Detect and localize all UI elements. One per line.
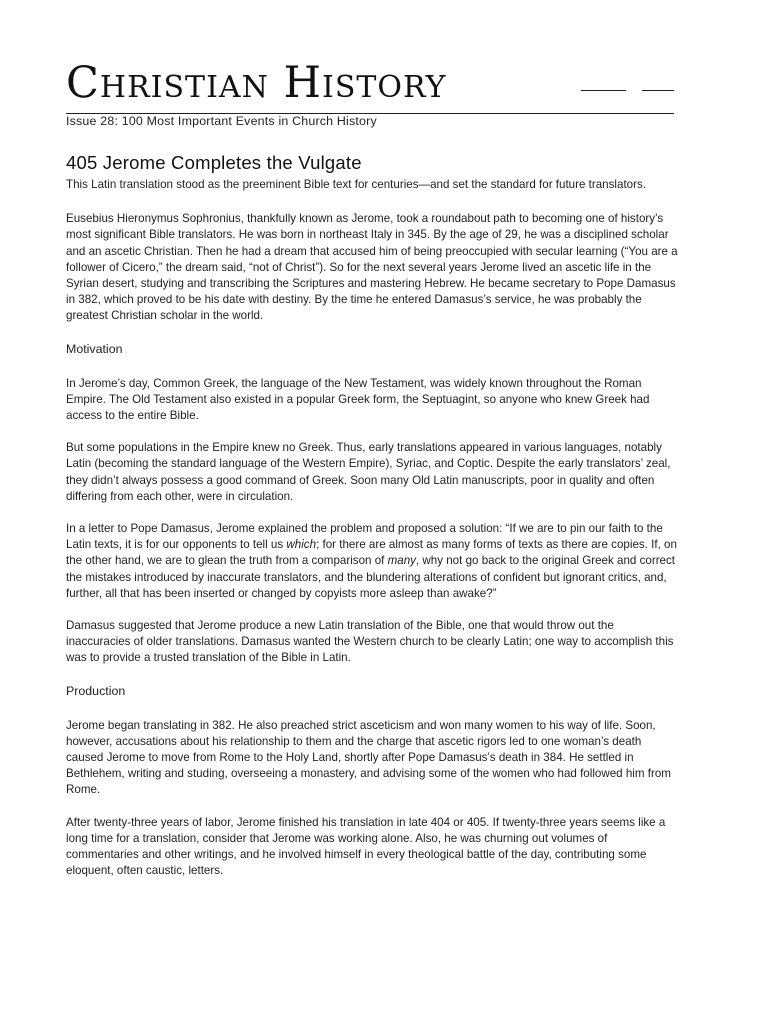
masthead-rule-short-left xyxy=(581,90,626,91)
motivation-paragraph-1: In Jerome’s day, Common Greek, the language of the New Testament, was widely known throughout the Roman Empire. The Old Testament also existed in a popular Greek form, the Septuagint, so anyone who knew Greek had access to the entire Bible. xyxy=(66,376,650,423)
quote-emphasis-many: many xyxy=(387,554,416,568)
masthead-rule-short-right xyxy=(642,90,674,91)
article-dek: This Latin translation stood as the preeminent Bible text for centuries—and set the standard for future translators. xyxy=(66,178,646,191)
article-intro-paragraph: Eusebius Hieronymus Sophronius, thankfully known as Jerome, took a roundabout path to becoming one of history’s most significant Bible translators. He was born in northeast Italy in 345. By the age of 29, he was a disciplined scholar and an ascetic Christian. Then he had a dream that accused him of being preoccupied with secular learning (“You are a follower of Cicero,” the dream said, “not of Christ”). So for the next several years Jerome lived an ascetic life in the Syrian desert, studying and transcribing the Scriptures and mastering Hebrew. He became secretary to Pope Damasus in 382, which proved to be his date with destiny. By the time he entered Damasus’s service, he was probably the greatest Christian scholar in the world. xyxy=(66,212,678,323)
article-title: 405 Jerome Completes the Vulgate xyxy=(66,152,362,173)
section-heading-motivation: Motivation xyxy=(66,341,123,356)
section-heading-production: Production xyxy=(66,683,126,698)
motivation-paragraph-2: But some populations in the Empire knew no Greek. Thus, early translations appeared in various languages, notably Latin (becoming the standard language of the Western Empire), Syriac, and Coptic. Despite the early translators’ zeal, they didn’t always possess a good command of Greek. Soon many Old Latin manuscripts, poor in quality and often differing from each other, were in circulation. xyxy=(66,441,671,503)
production-paragraph-1: Jerome began translating in 382. He also preached strict asceticism and won many women to his way of life. Soon, however, accusations about his relationship to them and the charge that ascetic rigors led to one woman’s death caused Jerome to move from Rome to the Holy Land, shortly after Pope Damasus’s death in 384. He settled in Bethlehem, writing and studing, overseeing a monastery, and advising some of the women who had followed him from Rome. xyxy=(66,718,671,797)
christian-history-logo: Christian History xyxy=(66,58,447,108)
quote-text-part-2: ; for there are almost as many forms of texts as there are copies. If, on the other hand, we are to glean the truth from a comparison of xyxy=(66,538,677,568)
masthead xyxy=(66,58,674,116)
issue-line: Issue 28: 100 Most Important Events in Church History xyxy=(66,114,377,128)
quote-emphasis-which: which xyxy=(286,538,317,552)
article xyxy=(66,152,678,896)
motivation-paragraph-4: Damasus suggested that Jerome produce a new Latin translation of the Bible, one that would throw out the inaccuracies of older translations. Damasus wanted the Western church to be clearly Latin; one way to accomplish this was to provide a trusted translation of the Bible in Latin. xyxy=(66,619,674,665)
motivation-paragraph-3 xyxy=(66,521,678,602)
quote-text-part-1: In a letter to Pope Damasus, Jerome explained the problem and proposed a solution: “If we are to pin our faith to the Latin texts, it is for our opponents to tell us xyxy=(66,522,663,552)
production-paragraph-2: After twenty-three years of labor, Jerome finished his translation in late 404 or 405. If twenty-three years seems like a long time for a translation, consider that Jerome was working alone. Also, he was churning out volumes of commentaries and other writings, and he involved himself in every theological battle of the day, contributing some eloquent, often caustic, letters. xyxy=(66,815,666,878)
quote-text-part-3: , why not go back to the original Greek and correct the mistakes introduced by inaccurate translators, and the blundering alterations of confident but ignorant critics, and, further, all that has been inserted or changed by copyists more asleep than awake?” xyxy=(66,554,676,600)
